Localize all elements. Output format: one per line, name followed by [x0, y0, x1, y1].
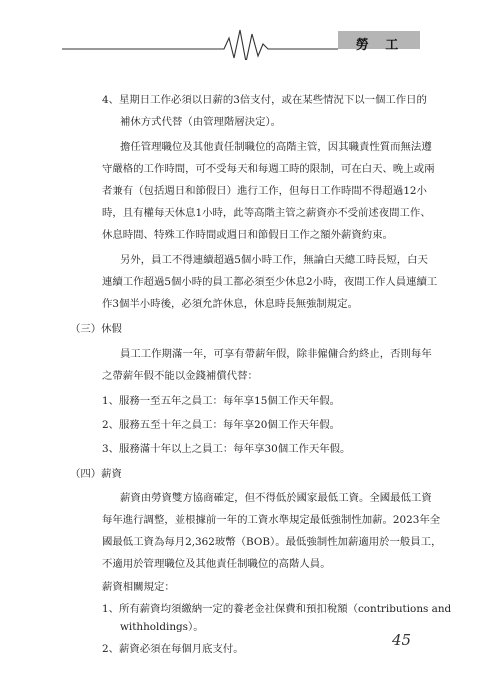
paragraph-line: 國最低工資為每月2,362玻幣（BOB）。最低強制性加薪適用於一般員工， — [102, 536, 442, 548]
paragraph-line: 連續工作超過5個小時的員工都必須至少休息2小時，夜間工作人員連續工 — [102, 276, 438, 288]
paragraph-line: 不適用於管理職位及其他責任制職位的高階人員。 — [102, 558, 331, 570]
paragraph-line: 時，且有權每天休息1小時，此等高階主管之薪資亦不受前述夜間工作、 — [102, 207, 431, 219]
paragraph-line: 每年進行調整，並根據前一年的工資水準規定最低強制性加薪。2023年全 — [102, 514, 441, 526]
list-item-continuation: 補休方式代替（由管理階層決定）。 — [120, 116, 282, 128]
list-item: 2、薪資必須在每個月底支付。 — [102, 643, 244, 655]
list-item: 3、服務滿十年以上之員工：每年享30個工作天年假。 — [102, 443, 351, 455]
paragraph-line: 薪資相關規定： — [102, 581, 175, 593]
list-item: 2、服務五至十年之員工：每年享20個工作天年假。 — [102, 419, 341, 431]
page-number: 45 — [392, 631, 412, 649]
header-section-title: 勞 工 — [355, 38, 405, 53]
list-item: withholdings）。 — [120, 621, 204, 633]
paragraph-line: 休息時間、特殊工作時間或週日和節假日工作之額外薪資約束。 — [102, 229, 393, 241]
paragraph-line: 另外，員工不得連續超過5個小時工作，無論白天總工時長短，白天 — [120, 254, 428, 266]
heartbeat-line — [62, 30, 338, 60]
paragraph-line: 之帶薪年假不能以金錢補償代替： — [102, 370, 258, 382]
section-heading-leave: （三）休假 — [70, 323, 122, 335]
paragraph-line: 薪資由勞資雙方協商確定，但不得低於國家最低工資。全國最低工資 — [120, 492, 432, 504]
list-item: 4、星期日工作必須以日薪的3倍支付，或在某些情況下以一個工作日的 — [102, 94, 427, 106]
paragraph-line: 守嚴格的工作時間，可不受每天和每週工時的限制，可在白天、晚上或兩 — [102, 163, 435, 175]
paragraph-line: 員工工作期滿一年，可享有帶薪年假，除非僱傭合約終止，否則每年 — [120, 348, 432, 360]
paragraph-line: 作3個半小時後，必須允許休息，休息時長無強制規定。 — [102, 298, 358, 310]
page-header — [0, 0, 480, 60]
paragraph-line: 擔任管理職位及其他責任制職位的高階主管，因其職責性質而無法遵 — [120, 141, 432, 153]
paragraph-line: 者兼有（包括週日和節假日）進行工作，但每日工作時間不得超過12小 — [102, 185, 427, 197]
list-item: 1、服務一至五年之員工：每年享15個工作天年假。 — [102, 395, 341, 407]
list-item: 1、所有薪資均須繳納一定的養老金社保費和預扣稅額（contributions and — [102, 603, 452, 615]
section-heading-salary: （四）薪資 — [70, 468, 122, 480]
